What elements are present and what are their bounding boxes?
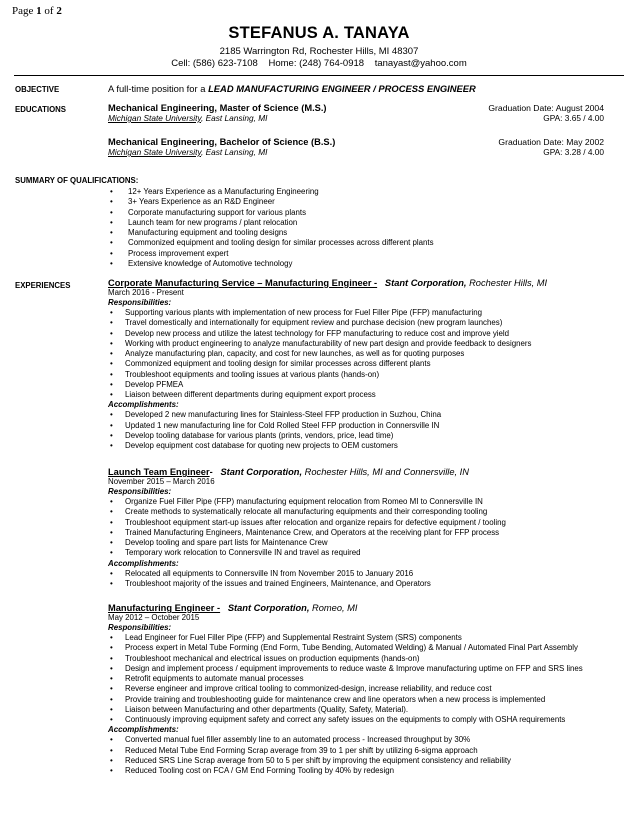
job-dates: March 2016 - Present (108, 288, 184, 297)
qualification-item: • 3+ Years Experience as an R&D Engineer (108, 197, 604, 207)
job-entry-1 (108, 278, 604, 451)
contact-line (0, 58, 638, 69)
company-name: Stant Corporation, (227, 603, 310, 613)
objective-label: OBJECTIVE (15, 85, 60, 94)
accomplishment-item: • Develop tooling database for various plants (prints, vendors, price, lead time) (108, 431, 604, 441)
job-location: Rochester Hills, MI (469, 278, 548, 288)
page-total: 2 (56, 5, 62, 17)
responsibility-item: • Liaison between different departments during equipment export process (108, 390, 604, 400)
accomplishments-label: Accomplishments: (108, 725, 179, 735)
qualification-item: • Process improvement expert (108, 249, 604, 259)
responsibility-item: • Troubleshoot mechanical and electrical issues on production equipments (hands-on) (108, 654, 604, 664)
responsibilities-label: Responsibilities: (108, 298, 172, 307)
responsibility-item: • Continuously improving equipment safety and correct any safety issues on the equipments to comply with OSHA requirements (108, 715, 604, 725)
accomplishment-item: • Converted manual fuel filler assembly line to an automated process - Increased throughput by 30% (108, 735, 604, 745)
degree-title: Mechanical Engineering, Master of Science (M.S.) (108, 103, 327, 113)
responsibility-item: • Temporary work relocation to Connersville IN and travel as required (108, 548, 604, 558)
page-current: 1 (36, 5, 42, 17)
qualification-item: • 12+ Years Experience as a Manufacturing Engineering (108, 187, 604, 197)
qualification-item: • Extensive knowledge of Automotive technology (108, 259, 604, 269)
qualification-item: • Corporate manufacturing support for various plants (108, 208, 604, 218)
summary-label: SUMMARY OF QUALIFICATIONS: (15, 176, 139, 185)
school-name: Michigan State University (108, 113, 201, 123)
responsibility-item: • Develop new process and utilize the latest technology for FFP manufacturing to reduce cost and improve yield (108, 329, 604, 339)
accomplishment-item: • Develop equipment cost database for quoting new projects to OEM customers (108, 441, 604, 451)
accomplishment-item: • Reduced SRS Line Scrap average from 50 to 5 per shift by improving the equipment consistency and reliability (108, 756, 604, 766)
accomplishments-list (108, 569, 604, 590)
responsibilities-list (108, 497, 604, 559)
responsibility-item: • Provide training and troubleshooting guide for maintenance crew and line operators when a new process is implemented (108, 695, 604, 705)
responsibility-item: • Troubleshoot equipments and tooling issues at various plants (hands-on) (108, 370, 604, 380)
company-name: Stant Corporation, (384, 278, 467, 288)
experience-label: EXPERIENCES (15, 281, 71, 290)
accomplishments-list (108, 410, 604, 451)
accomplishment-item: • Developed 2 new manufacturing lines for Stainless-Steel FFP production in Suzhou, China (108, 410, 604, 420)
job-title: Launch Team Engineer (108, 467, 210, 477)
job-heading (108, 278, 604, 288)
responsibilities-list (108, 308, 604, 400)
job-dates: May 2012 – October 2015 (108, 613, 200, 622)
qualification-item: • Launch team for new programs / plant relocation (108, 218, 604, 228)
page-of: of (44, 5, 54, 17)
job-heading (108, 603, 604, 613)
title-separator: - (209, 467, 213, 477)
company-name: Stant Corporation, (220, 467, 303, 477)
responsibility-item: • Analyze manufacturing plan, capacity, and cost for new launches, as well as for quoting purposes (108, 349, 604, 359)
responsibilities-label: Responsibilities: (108, 487, 172, 496)
home-phone: Home: (248) 764-0918 (268, 58, 365, 69)
accomplishments-label: Accomplishments: (108, 558, 179, 568)
responsibility-item: • Develop PFMEA (108, 380, 604, 390)
responsibility-item: • Troubleshoot equipment start-up issues after relocation and organize repairs for defective equipment / tooling (108, 518, 604, 528)
job-entry-2 (108, 467, 604, 589)
responsibility-item: • Create methods to systematically relocate all manufacturing equipments and their corresponding tooling (108, 507, 604, 517)
responsibility-item: • Commonized equipment and tooling design for similar processes across different plants (108, 359, 604, 369)
accomplishment-item: • Reduced Metal Tube End Forming Scrap average from 39 to 1 per shift by utilizing 6-sigma approach (108, 746, 604, 756)
objective-target: LEAD MANUFACTURING ENGINEER / PROCESS ENGINEER (208, 83, 476, 94)
responsibility-item: • Develop tooling and spare part lists for Maintenance Crew (108, 538, 604, 548)
responsibility-item: • Process expert in Metal Tube Forming (End Form, Tube Bending, Automated Welding) & Manual / Automated Final Part Assembly (108, 643, 604, 653)
job-entry-3 (108, 603, 604, 776)
responsibilities-label: Responsibilities: (108, 623, 172, 632)
qualification-item: • Manufacturing equipment and tooling designs (108, 228, 604, 238)
job-location: Romeo, MI (312, 603, 358, 613)
resume-header (0, 24, 638, 69)
objective-text (108, 83, 604, 94)
job-heading (108, 467, 604, 477)
responsibility-item: • Lead Engineer for Fuel Filler Pipe (FFP) and Supplemental Restraint System (SRS) components (108, 633, 604, 643)
header-divider (14, 75, 624, 76)
responsibilities-list (108, 633, 604, 725)
accomplishment-item: • Updated 1 new manufacturing line for Cold Rolled Steel FFP production in Connersville IN (108, 421, 604, 431)
education-entry-1 (108, 103, 604, 123)
responsibility-item: • Supporting various plants with implementation of new process for Fuel Filler Pipe (FFP) manufacturing (108, 308, 604, 318)
responsibility-item: • Working with product engineering to analyze manufacturability of new part design and provide feedback to designers (108, 339, 604, 349)
responsibility-item: • Liaison between Manufacturing and other departments (Quality, Safety, Material). (108, 705, 604, 715)
objective-prefix: A full-time position for a (108, 83, 206, 94)
page-prefix: Page (12, 5, 34, 17)
cell-phone: Cell: (586) 623-7108 (171, 58, 258, 69)
accomplishments-label: Accomplishments: (108, 400, 179, 410)
school-location: , East Lansing, MI (201, 147, 268, 157)
responsibility-item: • Reverse engineer and improve critical tooling to commonized-design, increase reliability, and reduce cost (108, 684, 604, 694)
job-dates: November 2015 – March 2016 (108, 477, 215, 486)
candidate-address: 2185 Warrington Rd, Rochester Hills, MI 48307 (219, 46, 419, 57)
education-entry-2 (108, 137, 604, 157)
school-location: , East Lansing, MI (201, 113, 268, 123)
responsibility-item: • Travel domestically and internationally for equipment review and purchase decision (new program launches) (108, 318, 604, 328)
responsibility-item: • Retrofit equipments to automate manual processes (108, 674, 604, 684)
graduation-date: Graduation Date: August 2004 (488, 103, 604, 113)
email-address: tanayast@yahoo.com (374, 58, 467, 69)
gpa: GPA: 3.65 / 4.00 (543, 113, 604, 123)
education-label: EDUCATIONS (15, 105, 66, 114)
accomplishments-list (108, 735, 604, 776)
responsibility-item: • Trained Manufacturing Engineers, Maintenance Crew, and Operators at the receiving plant for FFP process (108, 528, 604, 538)
degree-title: Mechanical Engineering, Bachelor of Science (B.S.) (108, 137, 336, 147)
school-name: Michigan State University (108, 147, 201, 157)
responsibility-item: • Organize Fuel Filler Pipe (FFP) manufacturing equipment relocation from Romeo MI to Connersville IN (108, 497, 604, 507)
accomplishment-item: • Troubleshoot majority of the issues and trained Engineers, Maintenance, and Operators (108, 579, 604, 589)
job-title: Manufacturing Engineer - (108, 603, 221, 613)
job-location: Rochester Hills, MI and Connersville, IN (304, 467, 469, 477)
qualification-item: • Commonized equipment and tooling design for similar processes across different plants (108, 238, 604, 248)
gpa: GPA: 3.28 / 4.00 (543, 147, 604, 157)
candidate-name: STEFANUS A. TANAYA (228, 24, 410, 42)
graduation-date: Graduation Date: May 2002 (498, 137, 604, 147)
responsibility-item: • Design and implement process / equipment improvements to reduce waste & Improve manufacturing uptime on FFP and SRS lines (108, 664, 604, 674)
qualifications-list (108, 187, 604, 269)
accomplishment-item: • Relocated all equipments to Connersville IN from November 2015 to January 2016 (108, 569, 604, 579)
job-title: Corporate Manufacturing Service – Manufacturing Engineer - (108, 278, 378, 288)
accomplishment-item: • Reduced Tooling cost on FCA / GM End Forming Tooling by 40% by redesign (108, 766, 604, 776)
page-indicator (12, 5, 62, 17)
